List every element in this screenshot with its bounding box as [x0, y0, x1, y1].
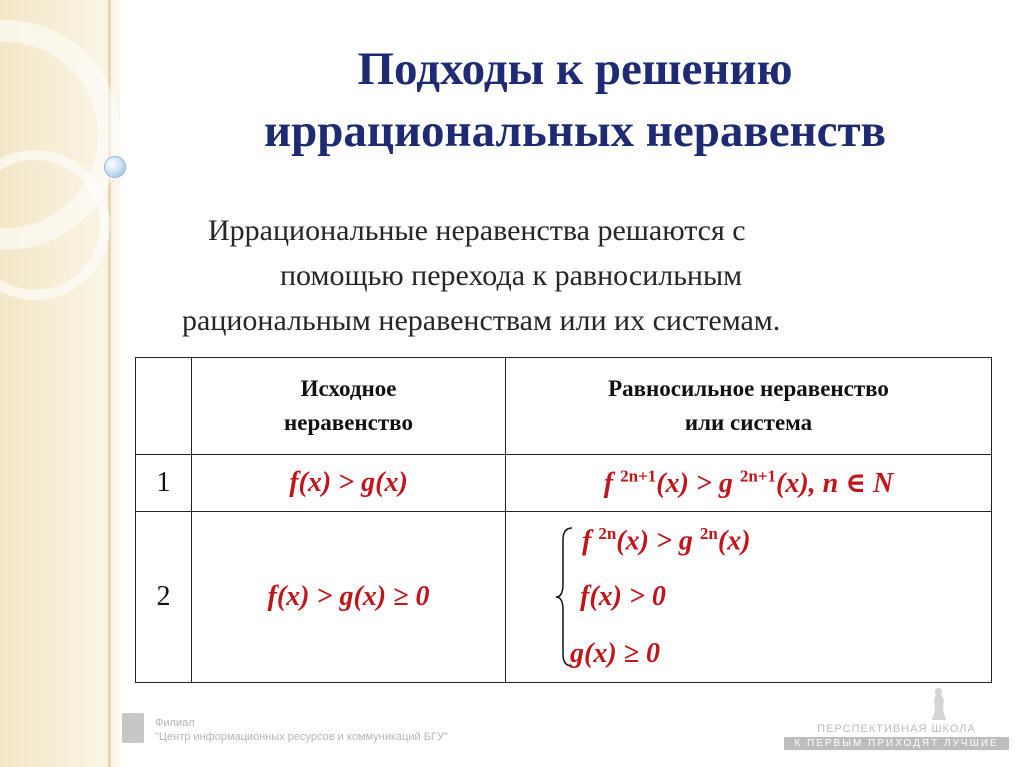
- inequality-table: [135, 357, 992, 683]
- slide-title: [150, 38, 1000, 162]
- system-line1: [582, 524, 751, 557]
- system-tail: (x): [717, 525, 751, 557]
- source-inequality-cell: [192, 455, 506, 512]
- system-f: f: [582, 525, 599, 557]
- slide-title-line2: иррациональных неравенств: [264, 105, 886, 157]
- intro-line2: помощью перехода к равносильным: [280, 259, 743, 292]
- decorative-left-band: [0, 0, 120, 767]
- bubble-icon: [104, 156, 126, 178]
- system-exponent-1: 2n: [598, 524, 617, 543]
- intro-line1: Иррациональные неравенства решаются с: [208, 214, 746, 247]
- system-line2: f(x) > 0: [580, 581, 666, 612]
- equivalent-inequality: [604, 468, 893, 499]
- header-equivalent: [506, 358, 992, 455]
- footer-branch-line2: "Центр информационных ресурсов и коммуникаций БГУ": [155, 731, 448, 743]
- table-row: [136, 455, 992, 512]
- header-equivalent-line2: или система: [684, 410, 813, 435]
- row-number: 2: [136, 512, 192, 683]
- statue-logo-icon: [924, 686, 954, 724]
- slide-title-line1: Подходы к решению: [357, 43, 793, 95]
- equiv-mid: (x) > g: [656, 468, 740, 499]
- equiv-exponent-1: 2n+1: [620, 466, 657, 486]
- equiv-exponent-2: 2n+1: [739, 466, 777, 486]
- row-number: 1: [136, 455, 192, 512]
- school-name: ПЕРСПЕКТИВНАЯ ШКОЛА: [817, 723, 976, 735]
- table-row: [136, 512, 992, 683]
- equivalent-inequality-cell: [506, 455, 992, 512]
- header-number: [136, 358, 192, 455]
- header-equivalent-line1: Равносильное неравенство: [608, 376, 889, 401]
- header-source-line1: Исходное: [300, 376, 397, 401]
- header-source: [192, 358, 506, 455]
- equiv-tail: (x), n ∈ N: [776, 468, 894, 499]
- header-source-line2: неравенство: [284, 410, 413, 435]
- intro-text: [180, 208, 980, 343]
- footer-branch: [155, 716, 448, 744]
- footer-branch-line1: Филиал: [155, 717, 195, 729]
- intro-line3: рациональным неравенствам или их системам.: [182, 304, 781, 337]
- source-inequality: f(x) > g(x) ≥ 0: [267, 581, 430, 612]
- source-inequality-cell: [192, 512, 506, 683]
- table-header-row: [136, 358, 992, 455]
- equivalent-system: [506, 512, 991, 682]
- equiv-f: f: [603, 468, 621, 499]
- system-line3: g(x) ≥ 0: [570, 638, 661, 669]
- system-mid: (x) > g: [616, 525, 700, 557]
- equivalent-system-cell: [506, 512, 992, 683]
- school-slogan: К ПЕРВЫМ ПРИХОДЯТ ЛУЧШИЕ: [784, 737, 1009, 750]
- source-inequality: f(x) > g(x): [289, 467, 408, 498]
- school-brand: [784, 723, 1009, 750]
- system-exponent-2: 2n: [699, 524, 718, 543]
- branch-logo-icon: [122, 713, 144, 743]
